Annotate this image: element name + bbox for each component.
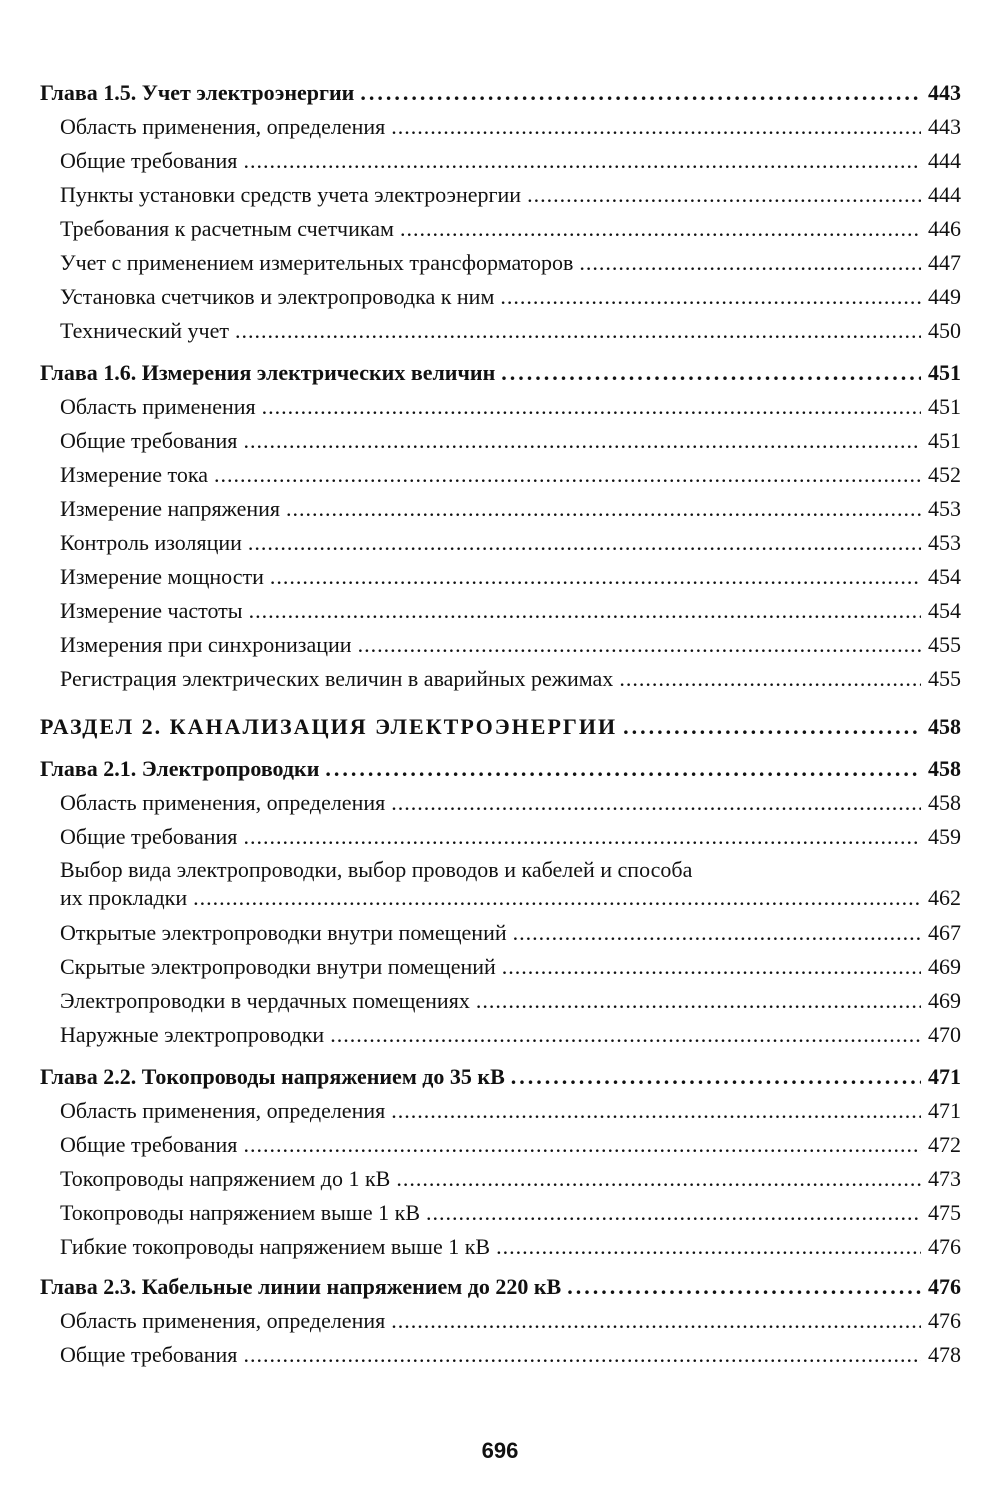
toc-entry-title: Глава 2.2. Токопроводы напряжением до 35 кВ [40,1064,505,1089]
toc-entry-title: Гибкие токопроводы напряжением выше 1 кВ [60,1234,491,1259]
toc-entry-title: Глава 2.1. Электропроводки [40,756,320,781]
toc-entry-title: РАЗДЕЛ 2. КАНАЛИЗАЦИЯ ЭЛЕКТРОЭНЕРГИИ [40,714,618,739]
toc-entry-page: 458 [928,756,961,781]
toc-entry-title: Электропроводки в чердачных помещениях [60,988,470,1013]
toc-dot-leader [270,564,921,590]
toc-entry [60,530,961,556]
toc-entry-page: 467 [928,920,961,945]
toc-entry-page: 471 [928,1064,961,1089]
toc-entry-title: Наружные электропроводки [60,1022,325,1047]
toc-dot-leader [330,1022,921,1048]
toc-chapter-1-6 [40,360,961,386]
toc-entry-page: 451 [928,394,961,419]
toc-entry [60,216,961,242]
toc-dot-leader [235,318,921,344]
toc-dot-leader [391,1308,921,1334]
toc-entry-page: 458 [928,714,961,739]
toc-entry [60,182,961,208]
toc-dot-leader [426,1200,921,1226]
toc-entry-second-line [60,884,961,912]
toc-entry-title: Глава 1.5. Учет электроэнергии [40,80,355,105]
toc-entry-title: Контроль изоляции [60,530,242,555]
toc-dot-leader [325,756,921,782]
toc-dot-leader [262,394,921,420]
toc-entry [60,632,961,658]
toc-dot-leader [248,530,921,556]
toc-dot-leader [214,462,921,488]
toc-entry-title: Технический учет [60,318,229,343]
toc-entry-page: 475 [928,1200,961,1225]
toc-dot-leader [243,1132,921,1158]
toc-dot-leader [360,80,921,106]
toc-dot-leader [286,496,921,522]
toc-entry-title-line1: Выбор вида электропроводки, выбор проводов и кабелей и способа [60,857,693,882]
toc-entry [60,428,961,454]
toc-chapter-1-5 [40,80,961,106]
toc-entry-page: 453 [928,496,961,521]
toc-entry-title: Измерения при синхронизации [60,632,352,657]
toc-entry-page: 455 [928,666,961,691]
toc-entry [60,1342,961,1368]
toc-entry-page: 454 [928,564,961,589]
toc-entry [60,790,961,816]
toc-entry-title: Общие требования [60,428,238,453]
toc-dot-leader [500,284,921,310]
toc-entry-title: Токопроводы напряжением выше 1 кВ [60,1200,420,1225]
toc-entry-page: 478 [928,1342,961,1367]
toc-entry-title: Область применения, определения [60,114,386,139]
toc-entry [60,954,961,980]
toc-entry-page: 476 [928,1234,961,1259]
toc-dot-leader [358,632,921,658]
toc-entry-page: 444 [928,182,961,207]
toc-dot-leader [476,988,921,1014]
toc-dot-leader [400,216,921,242]
toc-dot-leader [496,1234,921,1260]
toc-entry [60,1200,961,1226]
toc-entry-page: 455 [928,632,961,657]
toc-entry-title: Измерение тока [60,462,208,487]
toc-entry [60,250,961,276]
toc-entry [60,148,961,174]
toc-entry-page: 476 [928,1274,961,1299]
toc-entry-title: Глава 2.3. Кабельные линии напряжением до 220 кВ [40,1274,562,1299]
toc-entry-title: Учет с применением измерительных трансформаторов [60,250,574,275]
toc-entry-title: Область применения, определения [60,1098,386,1123]
toc-entry [60,496,961,522]
toc-entry-title-line2: их прокладки [60,885,188,910]
toc-entry-title: Измерение напряжения [60,496,281,521]
toc-entry-title: Область применения, определения [60,790,386,815]
toc-entry-page: 470 [928,1022,961,1047]
toc-dot-leader [513,920,921,946]
toc-entry-page: 476 [928,1308,961,1333]
toc-dot-leader [391,790,921,816]
toc-entry-page: 473 [928,1166,961,1191]
toc-entry-page: 459 [928,824,961,849]
toc-dot-leader [243,148,921,174]
toc-entry-page: 471 [928,1098,961,1123]
toc-dot-leader [391,114,921,140]
toc-entry-page: 469 [928,954,961,979]
toc-dot-leader [396,1166,921,1192]
toc-entry-page: 449 [928,284,961,309]
toc-entry-title: Открытые электропроводки внутри помещений [60,920,507,945]
toc-entry-title: Измерение частоты [60,598,243,623]
toc-dot-leader [511,1064,921,1090]
toc-entry-page: 453 [928,530,961,555]
toc-entry-title: Общие требования [60,1342,238,1367]
toc-entry-title: Общие требования [60,148,238,173]
toc-entry [60,1308,961,1334]
toc-entry-title: Общие требования [60,824,238,849]
toc-entry [60,824,961,850]
toc-dot-leader [567,1274,921,1300]
toc-entry-page: 443 [928,80,961,105]
page-number: 696 [481,1438,519,1463]
toc-entry [60,114,961,140]
toc-entry [60,666,961,692]
toc-entry-title: Измерение мощности [60,564,264,589]
toc-dot-leader [249,598,921,624]
toc-entry-title: Область применения, определения [60,1308,386,1333]
toc-dot-leader [501,360,921,386]
toc-entry-title: Область применения [60,394,256,419]
toc-chapter-2-2 [40,1064,961,1090]
toc-dot-leader [243,428,921,454]
toc-entry-page: 458 [928,790,961,815]
toc-entry-title: Регистрация электрических величин в аварийных режимах [60,666,614,691]
toc-entry-page: 454 [928,598,961,623]
toc-entry-title: Токопроводы напряжением до 1 кВ [60,1166,391,1191]
toc-entry-page: 450 [928,318,961,343]
toc-entry [60,564,961,590]
toc-dot-leader [391,1098,921,1124]
toc-chapter-2-3 [40,1274,961,1300]
toc-entry [60,1022,961,1048]
toc-entry-page: 451 [928,428,961,453]
toc-chapter-2-1 [40,756,961,782]
toc-entry-page: 446 [928,216,961,241]
toc-dot-leader [527,182,921,208]
toc-entry [60,462,961,488]
toc-entry [60,318,961,344]
toc-entry [60,1132,961,1158]
toc-entry-page: 443 [928,114,961,139]
toc-section-2 [40,714,961,740]
toc-entry-page: 462 [928,885,961,910]
toc-entry-multiline [60,856,961,912]
toc-entry-page: 452 [928,462,961,487]
toc-entry [60,284,961,310]
toc-dot-leader [243,824,921,850]
toc-entry [60,1166,961,1192]
toc-entry-page: 444 [928,148,961,173]
toc-entry-title: Требования к расчетным счетчикам [60,216,394,241]
toc-dot-leader [623,714,921,740]
toc-dot-leader [193,886,921,912]
toc-dot-leader [502,954,921,980]
toc-dot-leader [243,1342,921,1368]
toc-entry-title: Пункты установки средств учета электроэнергии [60,182,522,207]
toc-entry-title: Глава 1.6. Измерения электрических величин [40,360,496,385]
toc-dot-leader [619,666,921,692]
toc-entry [60,1234,961,1260]
toc-entry-page: 451 [928,360,961,385]
toc-entry-title: Скрытые электропроводки внутри помещений [60,954,496,979]
toc-entry [60,920,961,946]
toc-entry-page: 472 [928,1132,961,1157]
toc-entry [60,1098,961,1124]
toc-dot-leader [579,250,921,276]
toc-entry-title: Установка счетчиков и электропроводка к ним [60,284,495,309]
toc-entry-title: Общие требования [60,1132,238,1157]
toc-entry-page: 447 [928,250,961,275]
toc-entry-page: 469 [928,988,961,1013]
toc-entry [60,988,961,1014]
toc-entry [60,394,961,420]
toc-entry [60,598,961,624]
